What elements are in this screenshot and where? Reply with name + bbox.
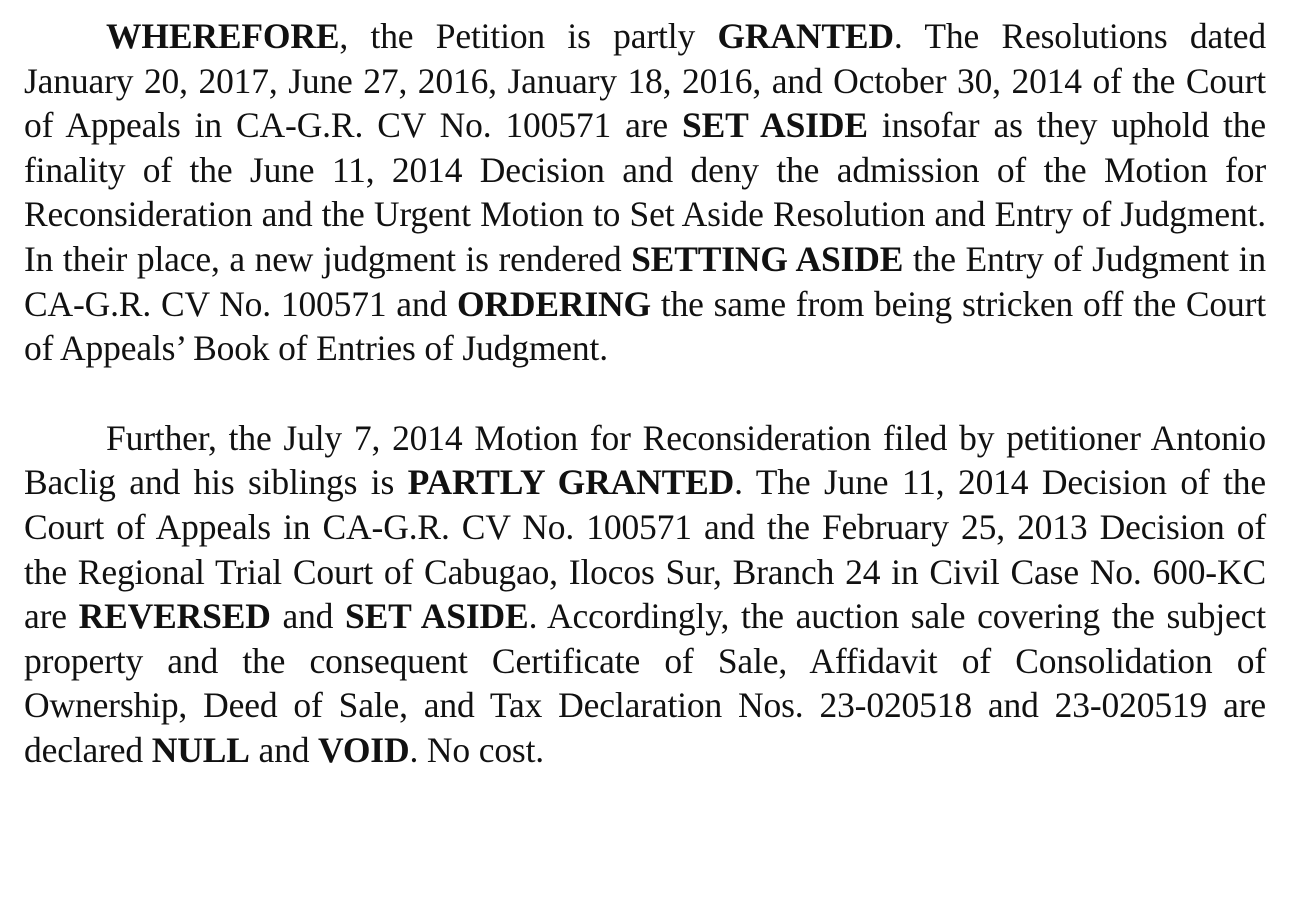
body-text: . Accordingly, the auction sale covering the subject property and the consequent Certificate of Sale, Affidavit of Consolidation of Ownership, Deed of Sale, and Tax Declaration Nos. 23-020518 and 23-020519 are declared [24, 596, 1266, 770]
further-ruling-paragraph [24, 416, 1266, 773]
body-text: . The Resolutions dated January 20, 2017, June 27, 2016, January 18, 2016, and October 30, 2014 of the Court of Appeals in CA-G.R. CV No. 100571 are [24, 16, 1266, 146]
bold-text: NULL [151, 729, 250, 770]
bold-text: REVERSED [78, 596, 271, 637]
body-text: . No cost. [409, 729, 545, 770]
bold-text: WHEREFORE [106, 16, 340, 56]
body-text: insofar as they uphold the finality of the June 11, 2014 Decision and deny the admission of the Motion for Reconsideration and the Urgent Motion to Set Aside Resolution and Entry of Judgment. In their place, a new judgment is rendered [24, 105, 1267, 279]
bold-text: VOID [318, 729, 410, 770]
bold-text: SET ASIDE [682, 105, 868, 146]
dispositive-paragraph [24, 14, 1266, 371]
body-text: the Entry of Judgment in CA-G.R. CV No. 100571 and [24, 238, 1266, 324]
bold-text: ORDERING [456, 283, 652, 324]
document-page [24, 14, 1266, 773]
bold-text: SET ASIDE [345, 596, 529, 637]
bold-text: PARTLY GRANTED [407, 462, 735, 503]
body-text: and [270, 596, 346, 637]
body-text: Further, the July 7, 2014 Motion for Reconsideration filed by petitioner Antonio Baclig and his siblings is [24, 417, 1266, 503]
body-text: the same from being stricken off the Court of Appeals’ Book of Entries of Judgment. [24, 283, 1266, 369]
body-text: . The June 11, 2014 Decision of the Court of Appeals in CA-G.R. CV No. 100571 and the February 25, 2013 Decision of the Regional Trial Court of Cabugao, Ilocos Sur, Branch 24 in Civil Case No. 600-KC are [24, 462, 1267, 637]
bold-text: GRANTED [717, 16, 894, 56]
bold-text: SETTING ASIDE [631, 238, 904, 279]
body-text: , the Petition is partly [339, 16, 718, 56]
body-text: and [249, 729, 319, 770]
